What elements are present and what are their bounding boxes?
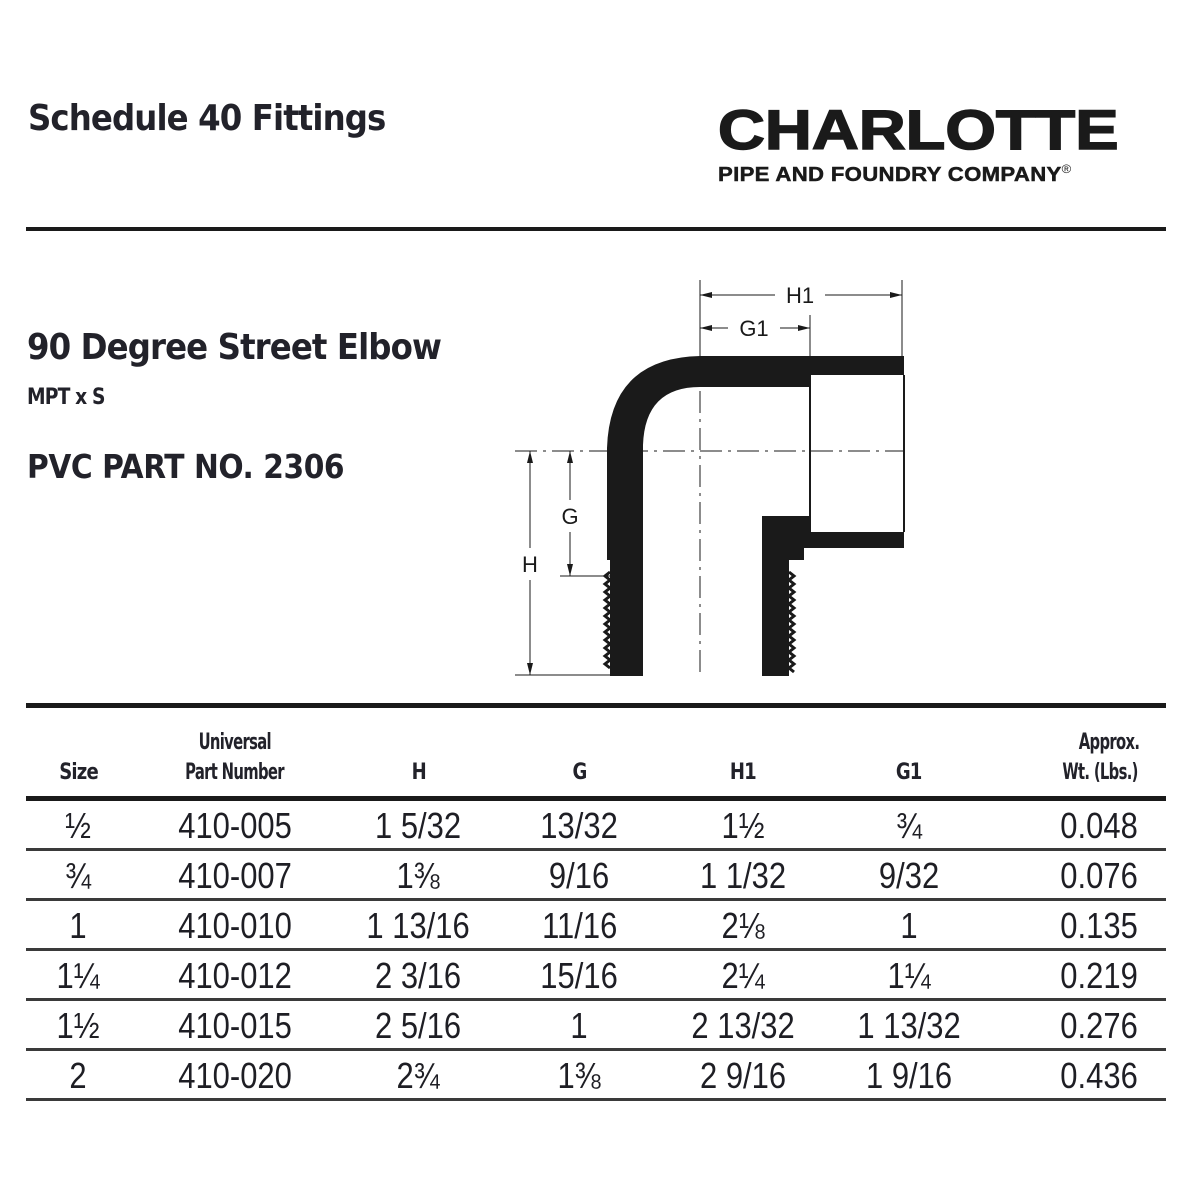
h-dimension-label: H: [522, 552, 538, 577]
product-connection: MPT x S: [27, 385, 105, 410]
elbow-body-shape: [607, 356, 904, 676]
cell-g: 13/32: [498, 799, 662, 850]
cell-g1: 9/32: [825, 850, 993, 900]
cell-part-number: 410-010: [131, 900, 339, 950]
cell-h: 2 3/16: [339, 950, 498, 1000]
cell-h1: 2 13/32: [661, 1000, 825, 1050]
logo-tagline: [718, 162, 1200, 187]
table-row: [26, 799, 1166, 850]
cell-h: 2¾: [339, 1050, 498, 1100]
cell-part-number: 410-015: [131, 1000, 339, 1050]
cell-g: 11/16: [498, 900, 662, 950]
cell-part-number: 410-012: [131, 950, 339, 1000]
cell-h1: 2¼: [661, 950, 825, 1000]
cell-h1: 2⅛: [661, 900, 825, 950]
cell-weight: 0.219: [993, 950, 1166, 1000]
cell-g1: 1 13/32: [825, 1000, 993, 1050]
cell-h1: 1½: [661, 799, 825, 850]
cell-g: 9/16: [498, 850, 662, 900]
elbow-outlet-shape: [762, 516, 904, 676]
cell-part-number: 410-005: [131, 799, 339, 850]
cell-h: 1⅜: [339, 850, 498, 900]
cell-weight: 0.048: [993, 799, 1166, 850]
header-h: H: [411, 760, 426, 785]
cell-size: 1: [26, 900, 131, 950]
cell-part-number: 410-020: [131, 1050, 339, 1100]
cell-size: 1¼: [26, 950, 131, 1000]
table-header-row: [26, 706, 1166, 799]
cell-g: 15/16: [498, 950, 662, 1000]
cell-part-number: 410-007: [131, 850, 339, 900]
cell-size: ¾: [26, 850, 131, 900]
header-g1: G1: [896, 760, 922, 785]
logo-wordmark: CHARLOTTE: [718, 98, 1119, 161]
header-size: Size: [59, 760, 98, 785]
product-title: 90 Degree Street Elbow: [27, 327, 441, 368]
cell-h: 1 13/16: [339, 900, 498, 950]
table-row: [26, 1000, 1166, 1050]
dimensions-table: [26, 703, 1166, 1101]
cell-h1: 1 1/32: [661, 850, 825, 900]
table-row: [26, 950, 1166, 1000]
right-thread-shape: [789, 572, 794, 672]
table-row: [26, 850, 1166, 900]
logo-tagline-text: PIPE AND FOUNDRY COMPANY: [718, 163, 1062, 186]
cell-g1: 1 9/16: [825, 1050, 993, 1100]
part-number: PVC PART NO. 2306: [27, 447, 345, 486]
cell-weight: 0.436: [993, 1050, 1166, 1100]
left-thread-shape: [605, 572, 610, 668]
cell-weight: 0.076: [993, 850, 1166, 900]
cell-g1: 1¼: [825, 950, 993, 1000]
elbow-diagram: [500, 270, 920, 690]
company-logo: [718, 98, 1168, 187]
header-part-number: Universal Part Number: [185, 730, 285, 785]
registered-mark-icon: ®: [1061, 162, 1072, 176]
header-weight: Approx. Wt. (Lbs.): [1062, 730, 1140, 785]
table-row: [26, 900, 1166, 950]
header-divider: [26, 227, 1166, 231]
cell-g: 1⅜: [498, 1050, 662, 1100]
table-row: [26, 1050, 1166, 1100]
cell-h: 1 5/32: [339, 799, 498, 850]
cell-weight: 0.276: [993, 1000, 1166, 1050]
cell-size: ½: [26, 799, 131, 850]
cell-size: 2: [26, 1050, 131, 1100]
h1-dimension-label: H1: [785, 283, 815, 308]
header-h1: H1: [729, 760, 756, 785]
cell-size: 1½: [26, 1000, 131, 1050]
cell-weight: 0.135: [993, 900, 1166, 950]
cell-g1: ¾: [825, 799, 993, 850]
header-g: G: [572, 760, 587, 785]
g-dimension-label: G: [561, 504, 579, 529]
g1-dimension-label: G1: [739, 316, 769, 341]
page-title: Schedule 40 Fittings: [28, 98, 386, 139]
cell-g1: 1: [825, 900, 993, 950]
cell-h1: 2 9/16: [661, 1050, 825, 1100]
cell-g: 1: [498, 1000, 662, 1050]
cell-h: 2 5/16: [339, 1000, 498, 1050]
